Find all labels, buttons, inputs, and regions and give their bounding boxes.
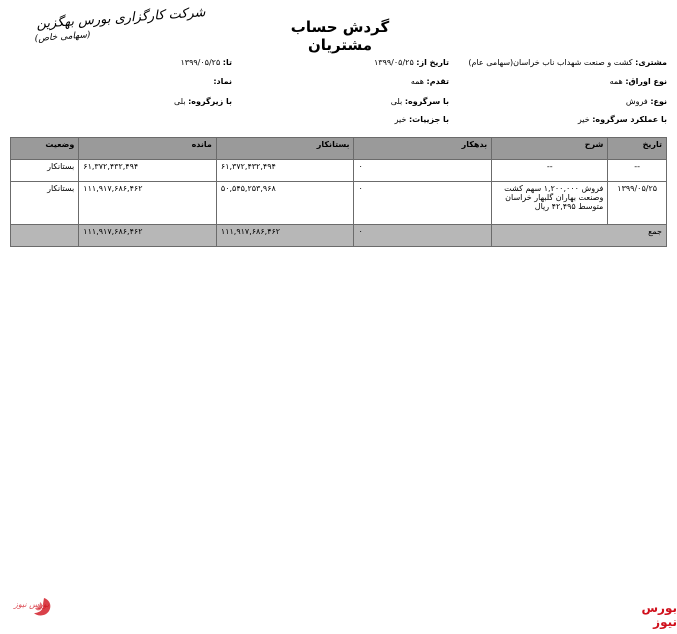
cell-debit: ۰: [354, 160, 492, 182]
cell-status: بستانکار: [11, 182, 79, 225]
symbol-field: نماد:: [213, 77, 232, 86]
cell-description: --: [492, 160, 608, 182]
header-description: شرح: [492, 138, 608, 160]
priority-field: تقدم: همه: [410, 77, 449, 86]
header-debit: بدهکار: [354, 138, 492, 160]
company-type: (سهامی خاص): [34, 30, 91, 45]
company-name: شرکت کارگزاری بورس بهگزین: [36, 5, 206, 32]
from-date-field: تاریخ از: ۱۳۹۹/۰۵/۲۵: [373, 58, 449, 67]
account-turnover-table: [10, 137, 667, 247]
total-status: [11, 225, 79, 247]
report-title: گردش حساب مشتریان: [290, 18, 390, 54]
total-balance: ۱۱۱,۹۱۷,۶۸۶,۴۶۲: [79, 225, 217, 247]
header-status: وضعیت: [11, 138, 79, 160]
total-label: جمع: [492, 225, 667, 247]
with-subgroup-value: بلی: [174, 97, 186, 106]
group-performance-field: با عملکرد سرگروه: خیر: [577, 115, 667, 124]
header-balance: مانده: [79, 138, 217, 160]
cell-date: --: [608, 160, 667, 182]
total-credit: ۱۱۱,۹۱۷,۶۸۶,۴۶۲: [216, 225, 354, 247]
cell-balance: ۱۱۱,۹۱۷,۶۸۶,۴۶۲: [79, 182, 217, 225]
table-row: [11, 160, 667, 182]
customer-field: مشتری: کشت و صنعت شهداب ناب خراسان(سهامی عام): [468, 58, 667, 67]
paper-type-field: نوع اوراق: همه: [609, 77, 667, 86]
details-value: خیر: [394, 115, 407, 124]
with-group-field: با سرگروه: بلی: [390, 97, 449, 106]
cell-status: بستانکار: [11, 160, 79, 182]
header-date: تاریخ: [608, 138, 667, 160]
priority-value: همه: [410, 77, 424, 86]
cell-date: ۱۳۹۹/۰۵/۲۵: [608, 182, 667, 225]
from-date-value: ۱۳۹۹/۰۵/۲۵: [373, 58, 414, 67]
total-debit: ۰: [354, 225, 492, 247]
footer-logo-text: بورس نیوز: [14, 600, 50, 609]
paper-type-value: همه: [609, 77, 623, 86]
with-subgroup-field: با زیرگروه: بلی: [174, 97, 232, 106]
cell-debit: ۰: [354, 182, 492, 225]
footer-brand: بورس نیوز: [641, 601, 677, 629]
details-field: با جزییات: خیر: [394, 115, 449, 124]
company-logo-text: [33, 6, 210, 46]
table-header-row: [11, 138, 667, 160]
to-date-field: تا: ۱۳۹۹/۰۵/۲۵: [180, 58, 232, 67]
cell-balance: ۶۱,۳۷۲,۴۳۲,۴۹۴: [79, 160, 217, 182]
table-row: [11, 182, 667, 225]
table-total-row: [11, 225, 667, 247]
group-performance-value: خیر: [577, 115, 590, 124]
header-credit: بستانکار: [216, 138, 354, 160]
type-field: نوع: فروش: [625, 97, 667, 106]
cell-credit: ۵۰,۵۴۵,۲۵۳,۹۶۸: [216, 182, 354, 225]
with-group-value: بلی: [390, 97, 403, 106]
cell-description: فروش ۱,۲۰۰,۰۰۰ سهم کشت وصنعت بهاران گلبهار خراسان متوسط ۴۲,۴۹۵ ریال: [492, 182, 608, 225]
to-date-value: ۱۳۹۹/۰۵/۲۵: [180, 58, 221, 67]
cell-credit: ۶۱,۳۷۲,۴۳۲,۴۹۴: [216, 160, 354, 182]
type-value: فروش: [625, 97, 648, 106]
customer-value: کشت و صنعت شهداب ناب خراسان(سهامی عام): [468, 58, 633, 67]
